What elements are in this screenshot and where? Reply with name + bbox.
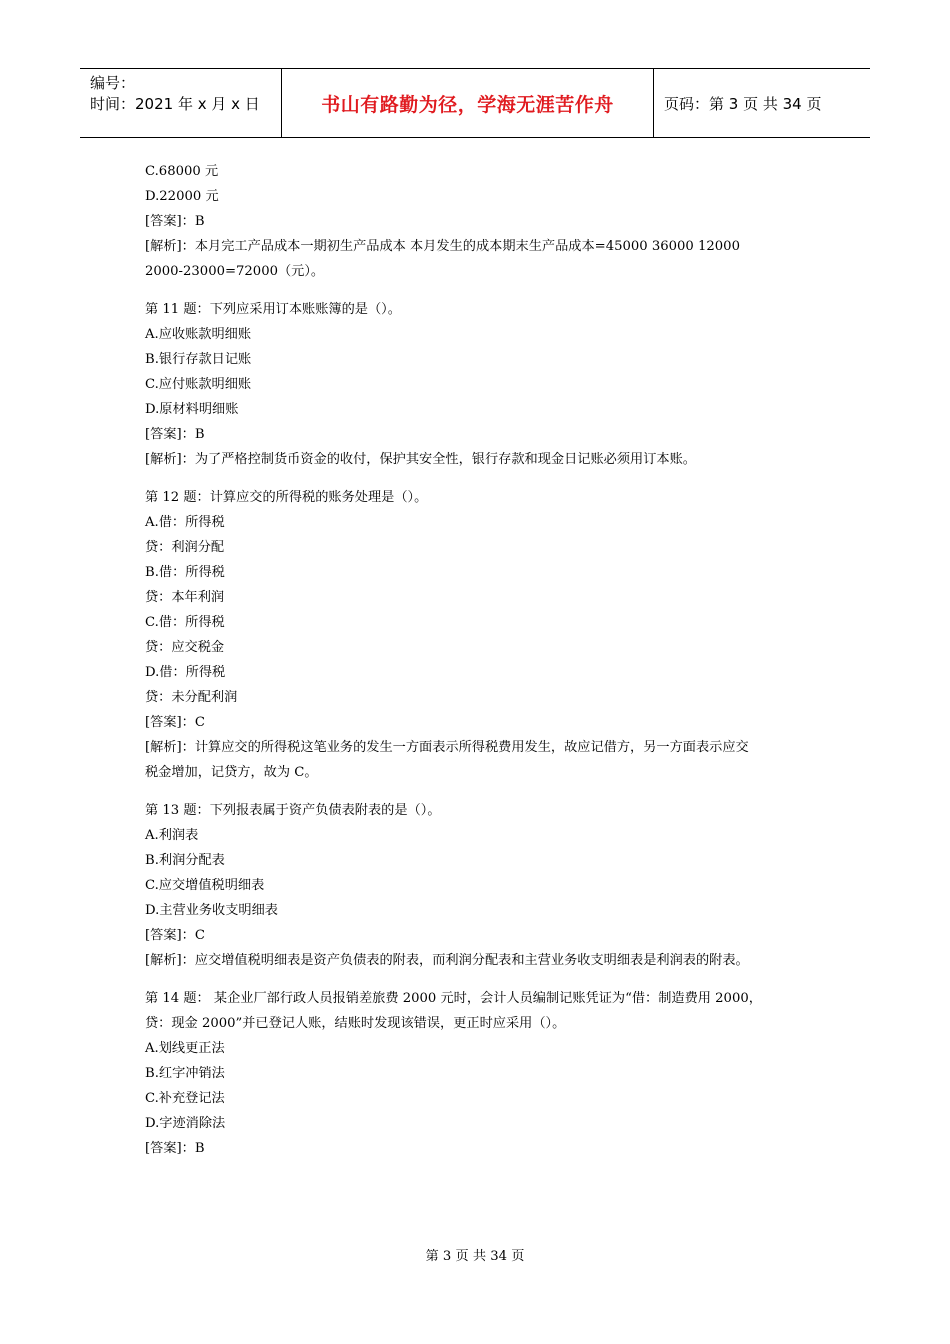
option-c-credit: 贷：应交税金 [145, 640, 225, 655]
explanation: [解析]：本月完工产品成本一期初生产品成本 本月发生的成本期末生产品成本=45000 36000 12000 [145, 239, 740, 254]
explanation: [解析]：计算应交的所得税这笔业务的发生一方面表示所得税费用发生，故应记借方，另一方面表示应交 [145, 740, 749, 755]
question-13: 第 13 题：下列报表属于资产负债表附表的是（）。 [145, 803, 441, 818]
option-c: C.借：所得税 [145, 615, 225, 630]
option-c: C.应交增值税明细表 [145, 878, 265, 893]
document-body [145, 159, 815, 1161]
option-b-credit: 贷：本年利润 [145, 590, 225, 605]
answer: [答案]：B [145, 214, 205, 229]
option-b: B.红字冲销法 [145, 1066, 225, 1081]
option-c: C.应付账款明细账 [145, 377, 252, 392]
question-12: 第 12 题：计算应交的所得税的账务处理是（）。 [145, 490, 428, 505]
option-d: D.借：所得税 [145, 665, 226, 680]
time-label: 时间：2021 年 x 月 x 日 [90, 95, 260, 113]
answer: [答案]：C [145, 715, 205, 730]
header-divider [653, 69, 654, 137]
header-meta [90, 73, 260, 115]
header-page-code: 页码：第 3 页 共 34 页 [664, 95, 822, 113]
number-label: 编号： [90, 74, 136, 92]
option-a: A.划线更正法 [145, 1041, 225, 1056]
explanation-cont: 税金增加，记贷方，故为 C。 [145, 765, 318, 780]
answer: [答案]：B [145, 1141, 205, 1156]
option-d-credit: 贷：未分配利润 [145, 690, 238, 705]
explanation: [解析]：为了严格控制货币资金的收付，保护其安全性，银行存款和现金日记账必须用订本账。 [145, 452, 696, 467]
option-b: B.借：所得税 [145, 565, 225, 580]
option-d: D.字迹消除法 [145, 1116, 226, 1131]
option-d: D.原材料明细账 [145, 402, 239, 417]
question-14-cont: 贷：现金 2000”并已登记人账，结账时发现该错误，更正时应采用（）。 [145, 1016, 566, 1031]
header-motto: 书山有路勤为径，学海无涯苦作舟 [321, 94, 614, 116]
option-d: D.主营业务收支明细表 [145, 903, 278, 918]
option-c: C.补充登记法 [145, 1091, 225, 1106]
option-b: B.利润分配表 [145, 853, 225, 868]
option-a: A.应收账款明细账 [145, 327, 252, 342]
answer: [答案]：C [145, 928, 205, 943]
question-14: 第 14 题： 某企业厂部行政人员报销差旅费 2000 元时，会计人员编制记账凭证为“借：制造费用 2000， [145, 991, 762, 1006]
question-11: 第 11 题：下列应采用订本账账簿的是（）。 [145, 302, 401, 317]
option-d: D.22000 元 [145, 189, 219, 204]
option-a-credit: 贷：利润分配 [145, 540, 225, 555]
option-a: A.借：所得税 [145, 515, 225, 530]
option-c: C.68000 元 [145, 164, 219, 179]
page-footer: 第 3 页 共 34 页 [425, 1249, 525, 1264]
page-header [80, 68, 870, 138]
option-a: A.利润表 [145, 828, 199, 843]
explanation-cont: 2000-23000=72000（元）。 [145, 264, 325, 279]
answer: [答案]：B [145, 427, 205, 442]
option-b: B.银行存款日记账 [145, 352, 252, 367]
explanation: [解析]：应交增值税明细表是资产负债表的附表，而利润分配表和主营业务收支明细表是利润表的附表。 [145, 953, 749, 968]
